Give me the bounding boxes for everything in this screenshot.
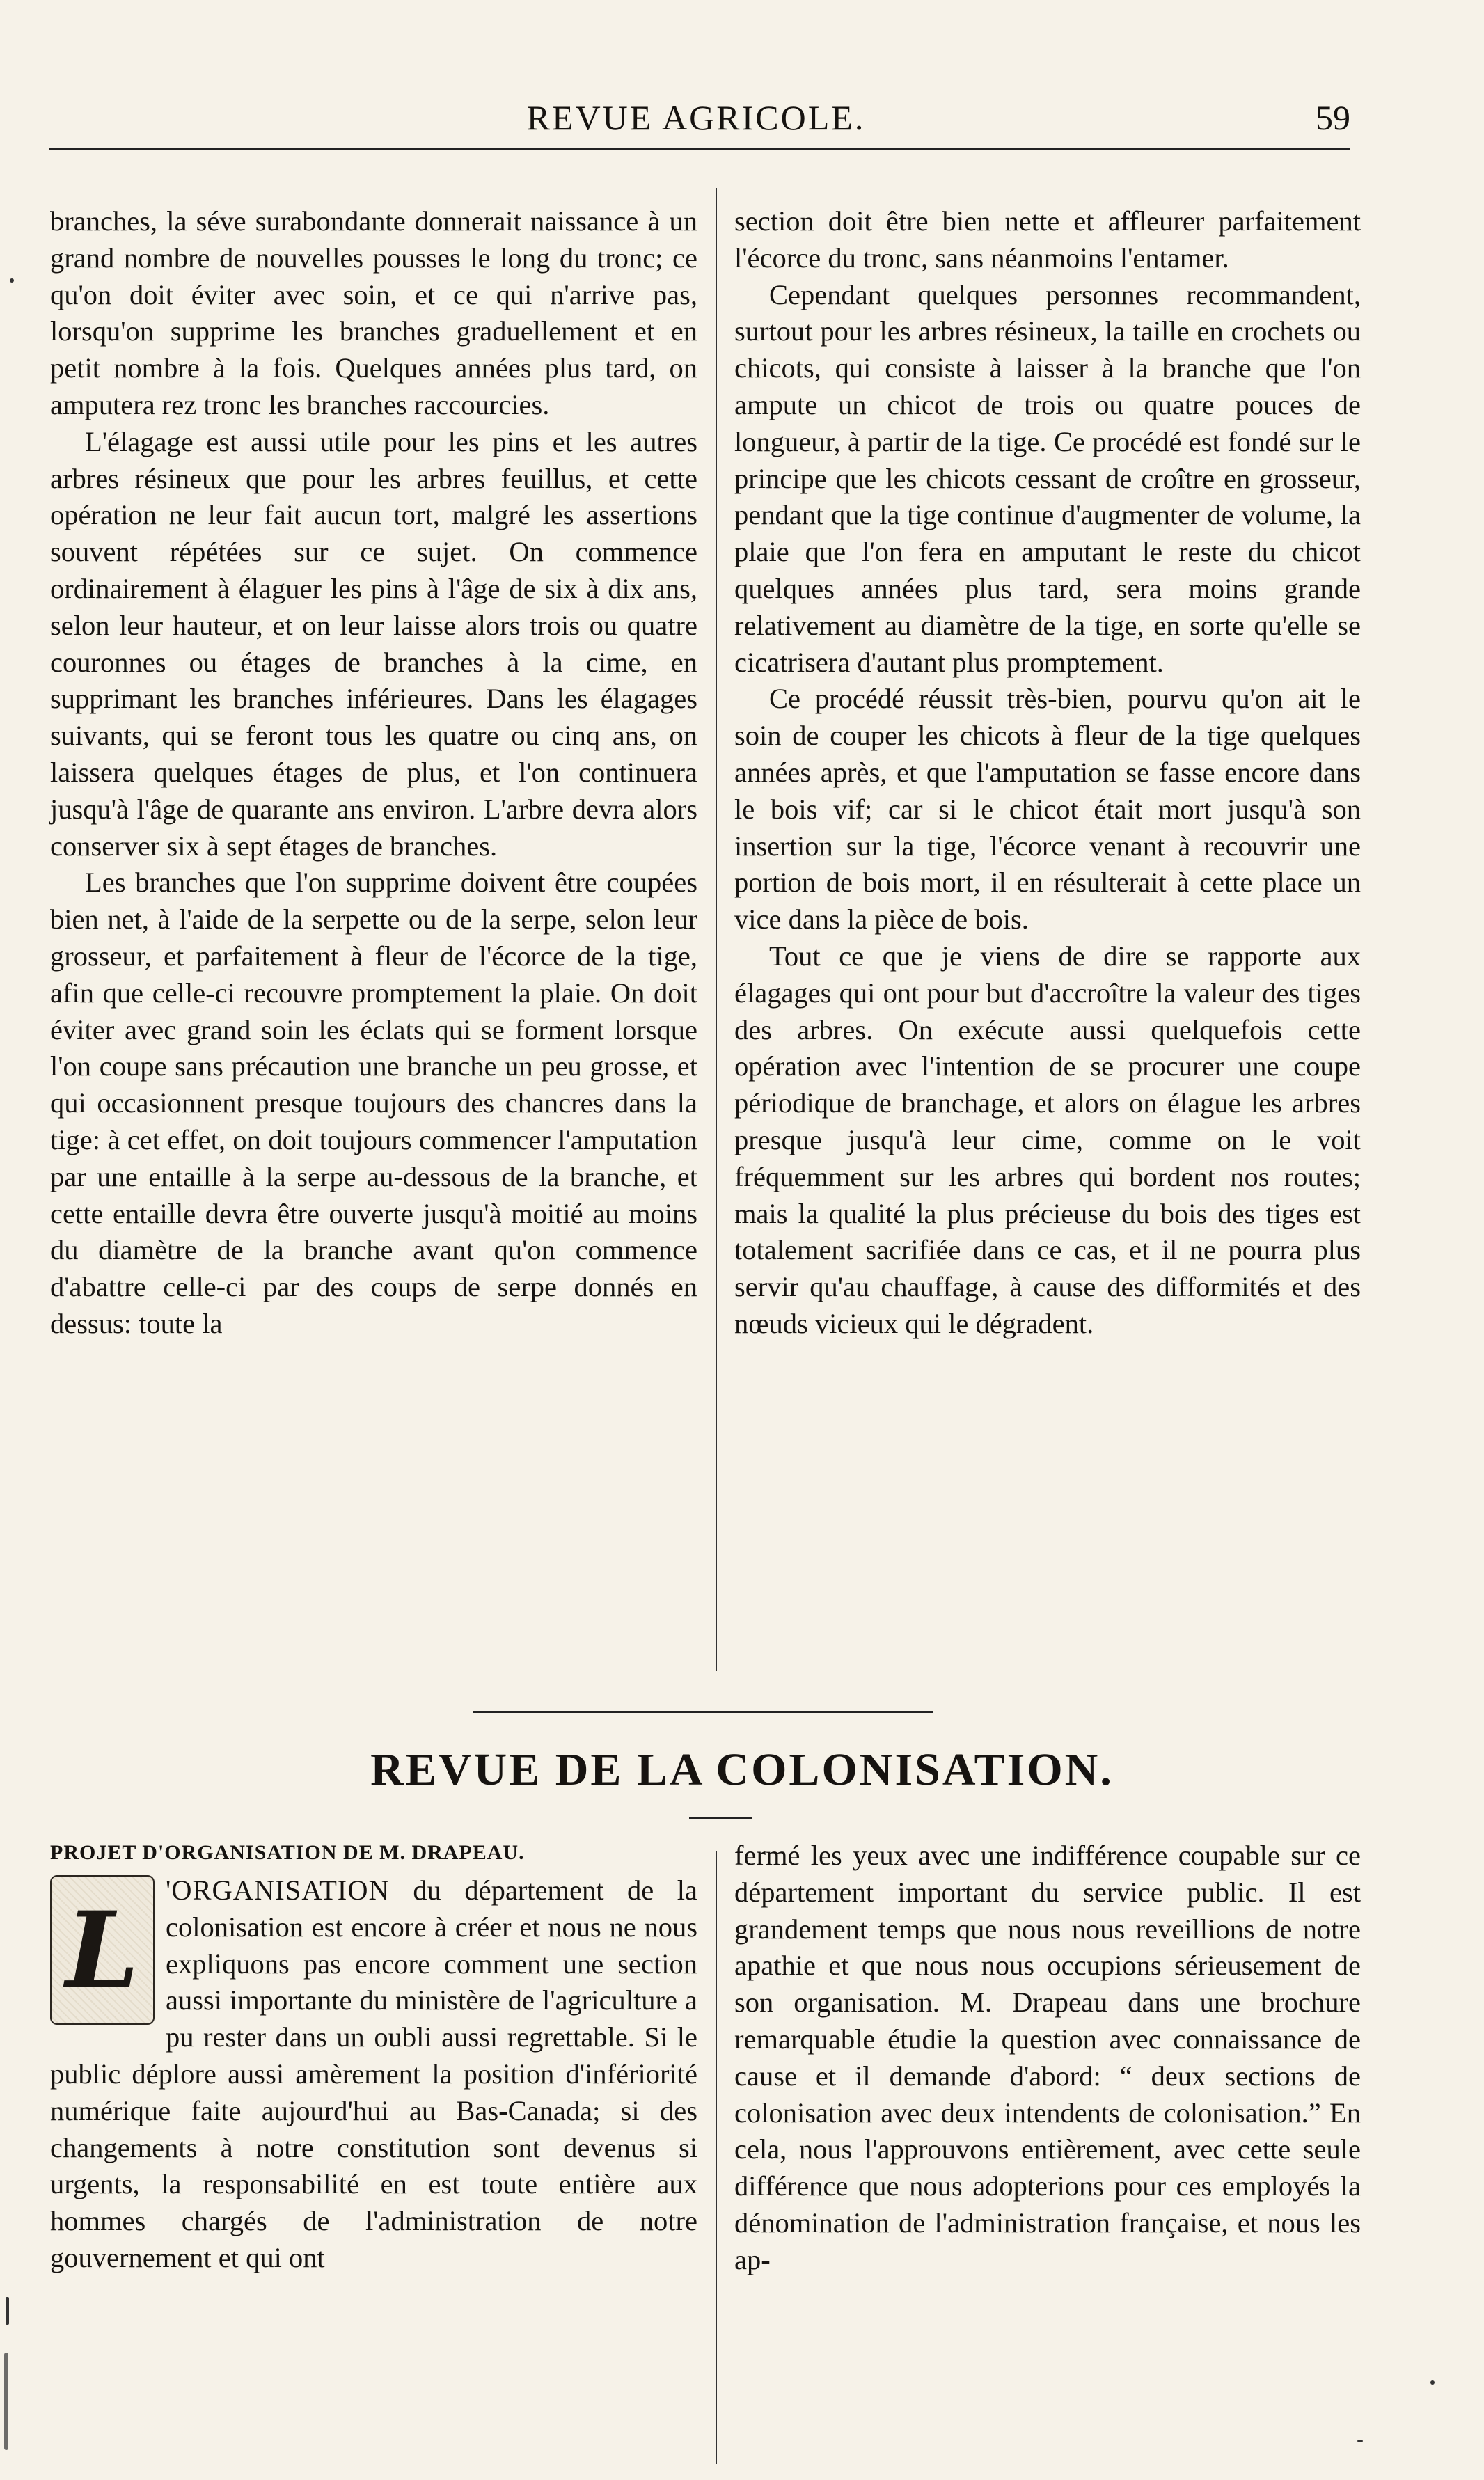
running-head [42, 97, 1350, 146]
paragraph: Les branches que l'on supprime doivent être coupées bien net, à l'aide de la serpette ou de la serpe, selon leur grosseur, et parfaitement à fleur de l'écorce de la tige, afin que celle-ci recouvre promptement la plaie. On doit éviter avec grand soin les éclats qui se forment lorsque l'on coupe sans précaution une branche un peu grosse, et qui occasionnent presque toujours des chancres dans la tige: à cet effet, on doit toujours commencer l'amputation par une entaille à la serpe au-dessous de la branche, et cette entaille devra être ouverte jusqu'à moitié au moins du diamètre de la branche avant qu'on commence d'abattre celle-ci par des coups de serpe donnés en dessus: toute la [50, 867, 697, 1339]
paragraph: Cependant quelques personnes recommandent, surtout pour les arbres résineux, la taille en crochets ou chicots, qui consiste à laisser à la branche que l'on ampute un chicot de trois ou quatre pouces de longueur, à partir de la tige. Ce procédé est fondé sur le principe que les chicots cessant de croître en grosseur, pendant que la tige continue d'augmenter de volume, la plaie que l'on fera en amputant le reste du chicot quelques années plus tard, sera moins grande relativement au diamètre de la tige, en sorte qu'elle se cicatrisera d'autant plus promptement. [734, 278, 1361, 678]
margin-speck [1430, 2380, 1435, 2385]
bottom-right-column [734, 1838, 1361, 2279]
paragraph: fermé les yeux avec une indifférence coupable sur ce département important du service public. Il est grandement temps que nous nous reveillions de notre apathie et que nous nous occupions sérieusement de son organisation. M. Drapeau dans une brochure remarquable étudie la question avec connaissance de cause et il demande d'abord: “ deux sections de colonisation avec deux intendents de colonisation.” En cela, nous l'approuvons entièrement, avec cette seule différence que nous adopterions pour ces employés la dénomination de l'administration française, et nous les ap- [734, 1840, 1361, 2275]
lead-paragraph [50, 1872, 697, 2277]
running-title: REVUE AGRICOLE. [526, 98, 866, 137]
page-number: 59 [1316, 98, 1350, 137]
header-rule [49, 148, 1350, 150]
column-divider-bottom [716, 1851, 717, 2464]
paragraph: Ce procédé réussit très-bien, pourvu qu'on ait le soin de couper les chicots à fleur de la tige quelques années après, et que l'amputation se fasse encore dans le bois vif; car si le chicot était mort jusqu'à son insertion sur la tige, l'écorce venant à recouvrir une portion de bois mort, il en résulterait à cette place un vice dans la pièce de bois. [734, 683, 1361, 935]
bottom-left-column [50, 1838, 697, 2277]
lead-text: du département de la colonisation est encore à créer et nous ne nous expliquons pas encore comment une section aussi importante du ministère de l'agriculture a pu rester dans un oubli aussi regrettable. Si le public déplore aussi amèrement la position d'infériorité numérique faite aujourd'hui au Bas-Canada; si des changements à notre constitution sont devenus si urgents, la responsabilité en est toute entière aux hommes chargés de l'administration de notre gouvernement et qui ont [50, 1874, 697, 2273]
article-title: PROJET D'ORGANISATION DE M. DRAPEAU. [50, 1841, 525, 1864]
top-left-column [50, 203, 697, 1343]
paragraph: section doit être bien nette et affleurer parfaitement l'écorce du tronc, sans néanmoins l'entamer. [734, 205, 1361, 274]
top-right-column [734, 203, 1361, 1343]
section-heading: REVUE DE LA COLONISATION. [370, 1744, 1114, 1795]
section-short-rule [689, 1817, 752, 1819]
paragraph: branches, la séve surabondante donnerait naissance à un grand nombre de nouvelles pousses le long du tronc; ce qu'on doit éviter avec soin, et ce qui n'arrive pas, lorsqu'on supprime les branches graduellement et en petit nombre à la fois. Quelques années plus tard, on amputera rez tronc les branches raccourcies. [50, 205, 697, 420]
paragraph: L'élagage est aussi utile pour les pins et les autres arbres résineux que pour les arbres feuillus, et cette opération ne leur fait aucun tort, malgré les assertions souvent répétées sur ce sujet. On commence ordinairement à élaguer les pins à l'âge de six à dix ans, selon leur hauteur, et on leur laisse alors trois ou quatre couronnes ou étages de branches à la cime, en supprimant les branches inférieures. Dans les élagages suivants, qui se feront tous les quatre ou cinq ans, on laissera quelques étages de plus, et l'on continuera jusqu'à l'âge de quarante ans environ. L'arbre devra alors conserver six à sept étages de branches. [50, 425, 697, 862]
lead-word: 'ORGANISATION [166, 1874, 390, 1906]
margin-speck [6, 2297, 9, 2325]
section-divider-rule [473, 1711, 933, 1713]
paragraph: Tout ce que je viens de dire se rapporte aux élagages qui ont pour but d'accroître la valeur des tiges des arbres. On exécute aussi quelquefois cette opération avec l'intention de se procurer une coupe périodique de branchage, et alors on élague les arbres presque jusqu'à leur cime, comme on le voit fréquemment sur les arbres qui bordent nos routes; mais la qualité la plus précieuse du bois des tiges est totalement sacrifiée dans ce cas, et il ne pourra plus servir qu'au chauffage, à cause des difformités et des nœuds vicieux qui le dégradent. [734, 940, 1361, 1339]
ornamental-dropcap: L [50, 1875, 155, 2025]
column-divider-top [716, 188, 717, 1671]
margin-speck [1357, 2440, 1363, 2442]
margin-speck [10, 278, 14, 283]
margin-speck [4, 2353, 8, 2450]
